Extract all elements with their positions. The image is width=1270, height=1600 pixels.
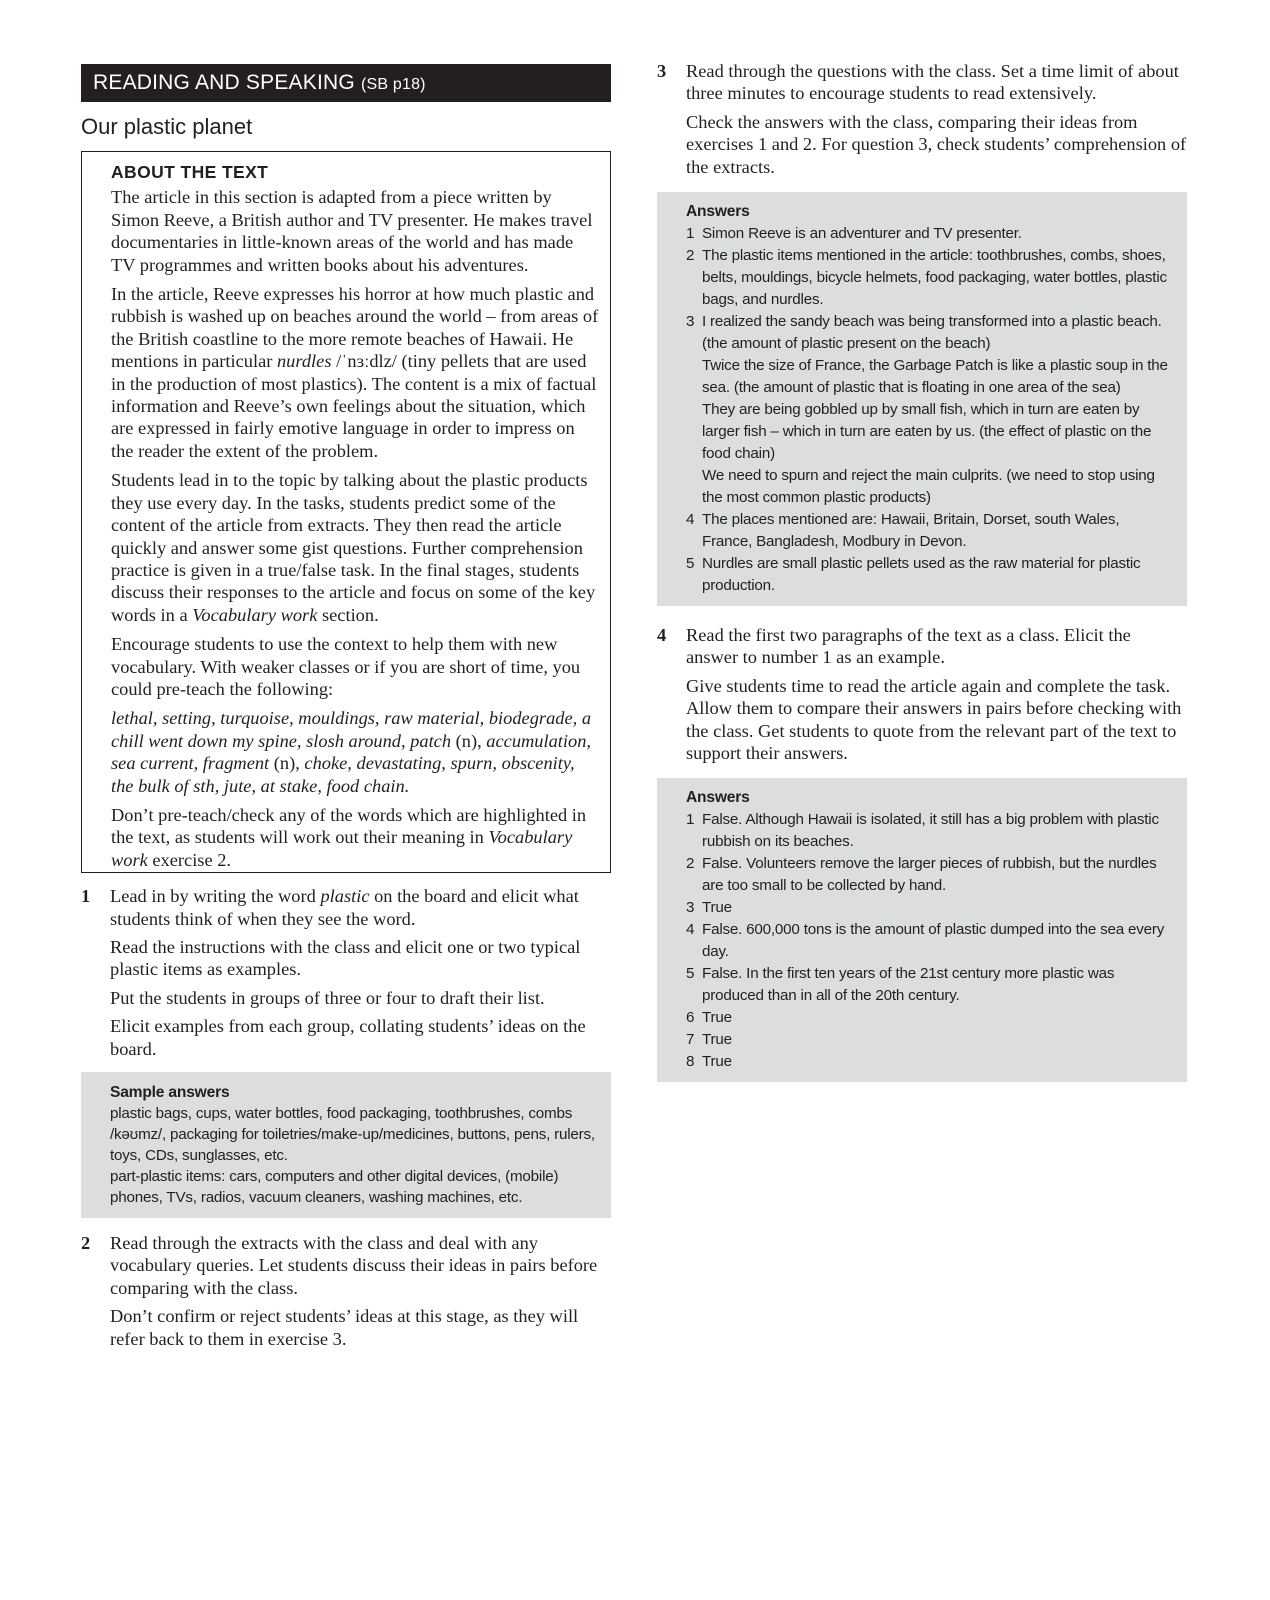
answer-item bbox=[686, 897, 1173, 919]
answer-item bbox=[686, 245, 1173, 311]
about-paragraph-6: Don’t pre-teach/check any of the words which are highlighted in the text, as students will work out their meaning in Vocabulary work exercise 2. bbox=[111, 804, 587, 870]
answer-item bbox=[686, 1051, 1173, 1073]
answer-text: They are being gobbled up by small fish, which in turn are eaten by larger fish – which in turn are eaten by us. (the effect of plastic on the food chain) bbox=[702, 401, 1152, 463]
answer-item bbox=[686, 509, 1173, 553]
section-subtitle: Our plastic planet bbox=[81, 114, 253, 139]
vocabulary-list: lethal, setting, turquoise, mouldings, raw material, biodegrade, a chill went down my spine, slosh around, patch (n), accumulation, sea current, fragment (n), choke, devastating, spurn, obscenity, the bulk of sth, jute, at stake, food chain. bbox=[111, 708, 592, 796]
answer-text: True bbox=[702, 1009, 732, 1027]
answer-item bbox=[686, 1029, 1173, 1051]
step-number: 2 bbox=[81, 1233, 91, 1254]
section-heading bbox=[81, 64, 611, 102]
answer-number: 7 bbox=[686, 1031, 695, 1049]
answer-text: Simon Reeve is an adventurer and TV presenter. bbox=[702, 225, 1022, 243]
step-2 bbox=[81, 1232, 611, 1350]
answers-box-1 bbox=[657, 192, 1187, 606]
answer-text: False. Volunteers remove the larger pieces of rubbish, but the nurdles are too small to be collected by hand. bbox=[702, 855, 1157, 895]
answer-number: 3 bbox=[686, 899, 695, 917]
answer-text: False. In the first ten years of the 21st century more plastic was produced than in all of the 20th century. bbox=[702, 965, 1115, 1005]
step-1-paragraph-4: Elicit examples from each group, collating students’ ideas on the board. bbox=[110, 1016, 586, 1059]
answer-number: 8 bbox=[686, 1053, 695, 1071]
right-column bbox=[657, 60, 1187, 1082]
step-4-paragraph-1: Read the first two paragraphs of the text as a class. Elicit the answer to number 1 as an example. bbox=[686, 625, 1131, 668]
sample-answers-title: Sample answers bbox=[110, 1084, 230, 1102]
answer-number: 5 bbox=[686, 965, 695, 983]
step-1-paragraph-1: Lead in by writing the word plastic on the board and elicit what students think of when they see the word. bbox=[110, 886, 579, 929]
about-box-title: ABOUT THE TEXT bbox=[111, 162, 269, 182]
answer-item bbox=[686, 553, 1173, 597]
answer-item bbox=[686, 919, 1173, 963]
step-number: 4 bbox=[657, 625, 667, 646]
answer-text: Twice the size of France, the Garbage Patch is like a plastic soup in the sea. (the amount of plastic that is floating in one area of the sea) bbox=[702, 357, 1168, 397]
step-2-paragraph-1: Read through the extracts with the class and deal with any vocabulary queries. Let students discuss their ideas in pairs before comparing with the class. bbox=[110, 1233, 598, 1298]
sample-answers-box bbox=[81, 1072, 611, 1218]
step-number: 1 bbox=[81, 886, 91, 907]
answer-number: 1 bbox=[686, 811, 695, 829]
step-3-paragraph-2: Check the answers with the class, comparing their ideas from exercises 1 and 2. For question 3, check students’ comprehension of the extracts. bbox=[686, 111, 1187, 177]
answer-item bbox=[686, 311, 1173, 509]
answer-number: 3 bbox=[686, 313, 695, 331]
answer-number: 2 bbox=[686, 855, 695, 873]
about-paragraph-1: The article in this section is adapted from a piece written by Simon Reeve, a British author and TV presenter. He makes travel documentaries in little-known areas of the world and has made TV programmes and written books about his adventures. bbox=[111, 187, 593, 275]
about-paragraph-3: Students lead in to the topic by talking about the plastic products they use every day. In the tasks, students predict some of the content of the article from extracts. They then read the article quickly and answer some gist questions. Further comprehension practice is given in a true/false task. In the final stages, students discuss their responses to the article and focus on some of the key words in a Vocabulary work section. bbox=[111, 470, 596, 625]
answer-item bbox=[686, 853, 1173, 897]
answer-item bbox=[686, 963, 1173, 1007]
answer-item bbox=[686, 809, 1173, 853]
step-3 bbox=[657, 60, 1187, 178]
answers-box-2 bbox=[657, 778, 1187, 1082]
answer-text: False. Although Hawaii is isolated, it still has a big problem with plastic rubbish on its beaches. bbox=[702, 811, 1159, 851]
step-number: 3 bbox=[657, 61, 667, 81]
vocabulary-work-term: Vocabulary work bbox=[192, 604, 318, 625]
answer-number: 5 bbox=[686, 555, 695, 573]
answer-number: 6 bbox=[686, 1009, 695, 1027]
left-column bbox=[81, 64, 611, 1350]
nurdles-term: nurdles bbox=[276, 351, 332, 372]
answer-text: True bbox=[702, 1053, 732, 1071]
step-3-paragraph-1: Read through the questions with the class. Set a time limit of about three minutes to encourage students to read extensively. bbox=[686, 61, 1179, 104]
step-4 bbox=[657, 624, 1187, 764]
answer-text: The places mentioned are: Hawaii, Britain, Dorset, south Wales, France, Bangladesh, Modbury in Devon. bbox=[702, 511, 1120, 551]
answer-text: True bbox=[702, 1031, 732, 1049]
answer-text: False. 600,000 tons is the amount of plastic dumped into the sea every day. bbox=[702, 921, 1165, 961]
answer-item bbox=[686, 223, 1173, 245]
about-the-text-box bbox=[81, 151, 611, 873]
step-1-paragraph-2: Read the instructions with the class and elicit one or two typical plastic items as examples. bbox=[110, 937, 581, 980]
answer-number: 1 bbox=[686, 225, 695, 243]
section-reference: (SB p18) bbox=[360, 76, 426, 93]
vocabulary-work-term: Vocabulary work bbox=[111, 827, 573, 870]
about-paragraph-4: Encourage students to use the context to help them with new vocabulary. With weaker classes or if you are short of time, you could pre-teach the following: bbox=[111, 634, 581, 699]
answer-item bbox=[686, 1007, 1173, 1029]
answers-title: Answers bbox=[686, 789, 750, 807]
step-1 bbox=[81, 885, 611, 1060]
step-2-paragraph-2: Don’t confirm or reject students’ ideas at this stage, as they will refer back to them in exercise 3. bbox=[110, 1306, 579, 1349]
section-title: READING AND SPEAKING bbox=[93, 71, 355, 94]
sample-answers-line-1: plastic bags, cups, water bottles, food packaging, toothbrushes, combs /kəʊmz/, packaging for toiletries/make-up/medicines, buttons, pens, rulers, toys, CDs, sunglasses, etc. bbox=[110, 1105, 595, 1165]
answer-text: The plastic items mentioned in the article: toothbrushes, combs, shoes, belts, mouldings, bicycle helmets, food packaging, water bottles, plastic bags, and nurdles. bbox=[702, 247, 1167, 309]
step-1-paragraph-3: Put the students in groups of three or four to draft their list. bbox=[110, 987, 545, 1008]
answer-text: I realized the sandy beach was being transformed into a plastic beach. (the amount of plastic present on the beach) bbox=[702, 313, 1162, 353]
sample-answers-line-2: part-plastic items: cars, computers and other digital devices, (mobile) phones, TVs, radios, vacuum cleaners, washing machines, etc. bbox=[110, 1168, 559, 1207]
answer-text: Nurdles are small plastic pellets used as the raw material for plastic production. bbox=[702, 555, 1141, 595]
step-4-paragraph-2: Give students time to read the article again and complete the task. Allow them to compare their answers in pairs before checking with the class. Get students to quote from the relevant part of the text to support their answers. bbox=[686, 675, 1182, 764]
about-paragraph-2: In the article, Reeve expresses his horror at how much plastic and rubbish is washed up on beaches around the world – from areas of the British coastline to the more remote beaches of Hawaii. He mentions in particular nurdles /ˈnɜːdlz/ (tiny pellets that are used in the production of most plastics). The content is a mix of factual information and Reeve’s own feelings about the situation, which are expressed in fairly emotive language in order to impress on the reader the extent of the problem. bbox=[111, 284, 599, 461]
answer-number: 4 bbox=[686, 511, 695, 529]
answer-number: 4 bbox=[686, 921, 695, 939]
answer-text: We need to spurn and reject the main culprits. (we need to stop using the most common plastic products) bbox=[702, 467, 1155, 507]
answer-text: True bbox=[702, 899, 732, 917]
answer-number: 2 bbox=[686, 247, 695, 265]
answers-title: Answers bbox=[686, 203, 750, 221]
